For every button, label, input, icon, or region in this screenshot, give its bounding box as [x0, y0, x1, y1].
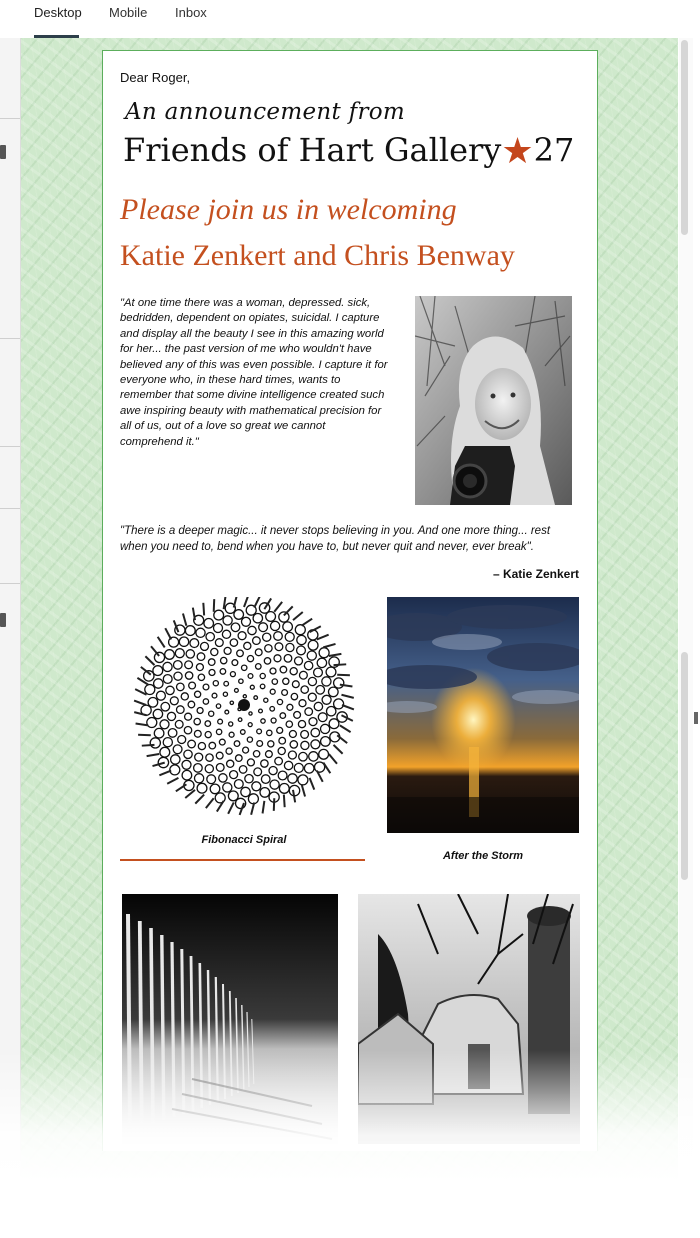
- bottom-fade: [0, 1050, 700, 1238]
- gallery-number: 27: [533, 131, 575, 169]
- quote-attribution: – Katie Zenkert: [492, 567, 579, 581]
- artist-portrait: [415, 296, 572, 505]
- artist-quote: "At one time there was a woman, depressed. sick, bedridden, dependent on opiates, suicidal. I capture and display all the beauty I see in this amazing world for her... the past version of me who wouldn't have believed any of this was even possible. I capture it for everyone who, in these hard times, wants to remember that some divine intelligence created such awe inspiring beauty with mathematical precision for all of us, out of a love so great we cannot comprehend it.": [120, 297, 388, 448]
- closing-quote: "There is a deeper magic... it never stops believing in you. And one more thing... rest when you need to, bend when you have to, but never quit and never, ever break".: [120, 525, 551, 553]
- welcome-heading: Please join us in welcoming: [120, 193, 457, 226]
- scrollbar-thumb[interactable]: [681, 40, 688, 235]
- tab-mobile[interactable]: Mobile: [109, 5, 148, 20]
- divider: [0, 583, 20, 584]
- tab-inbox[interactable]: Inbox: [175, 5, 207, 20]
- star-icon: ★: [501, 131, 534, 172]
- announcement-line: An announcement from: [125, 99, 405, 125]
- scroll-position-marker: [694, 712, 698, 724]
- divider: [0, 338, 20, 339]
- divider: [0, 508, 20, 509]
- photo-caption: Fibonacci Spiral: [201, 834, 287, 846]
- caption-divider: [120, 859, 365, 861]
- panel-glyph: [0, 145, 6, 159]
- after-the-storm-photo: [387, 597, 579, 833]
- fibonacci-spiral-photo: [133, 597, 355, 817]
- gallery-name: Friends of Hart Gallery: [123, 131, 502, 169]
- scrollbar-thumb-secondary[interactable]: [681, 652, 688, 880]
- divider: [0, 446, 20, 447]
- gallery-logo: [123, 131, 574, 171]
- preview-tab-bar: [0, 0, 700, 38]
- divider: [0, 118, 20, 119]
- tab-desktop[interactable]: Desktop: [34, 5, 82, 20]
- photo-caption: After the Storm: [442, 850, 524, 862]
- email-body: [102, 50, 598, 1151]
- artist-names: Katie Zenkert and Chris Benway: [120, 239, 515, 272]
- greeting: Dear Roger,: [120, 70, 191, 85]
- panel-glyph: [0, 613, 6, 627]
